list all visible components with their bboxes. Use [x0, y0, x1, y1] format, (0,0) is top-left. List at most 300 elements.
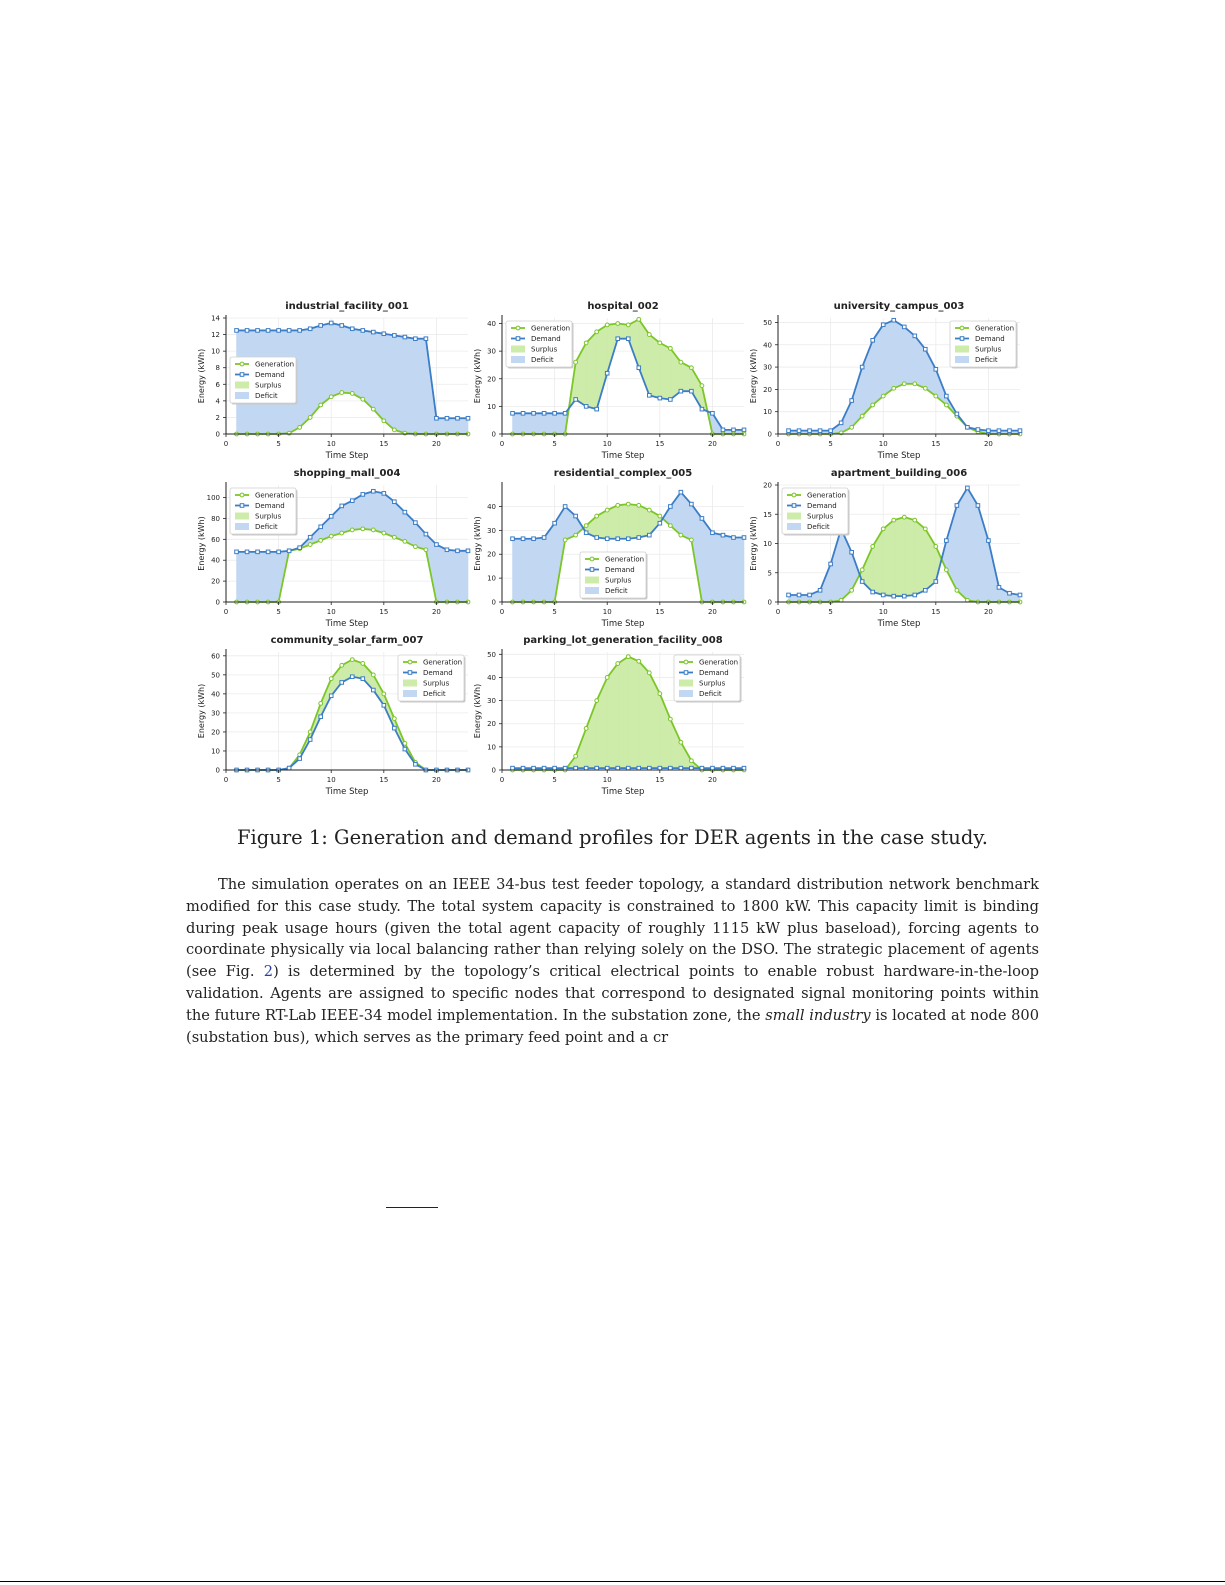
demand-point [435, 543, 439, 547]
demand-point [637, 536, 641, 540]
demand-point [711, 531, 715, 535]
legend [230, 357, 298, 405]
generation-point [361, 662, 365, 666]
generation-point [308, 416, 312, 420]
emphasis-small-industry: small industry [765, 1006, 871, 1024]
generation-point [637, 317, 641, 321]
demand-point [584, 766, 588, 770]
generation-point [923, 386, 927, 390]
deficit-area [544, 413, 555, 434]
y-tick-label: 60 [211, 652, 220, 661]
generation-point [850, 425, 854, 429]
generation-point [382, 531, 386, 535]
demand-point [648, 394, 652, 398]
legend-label-deficit: Deficit [531, 356, 554, 364]
generation-point [892, 386, 896, 390]
deficit-area [237, 552, 248, 602]
generation-point [944, 568, 948, 572]
generation-point [382, 692, 386, 696]
legend-label-demand: Demand [605, 566, 635, 574]
legend-label-generation: Generation [975, 324, 1015, 333]
demand-point [340, 681, 344, 685]
demand-point [277, 329, 281, 333]
generation-point [403, 540, 407, 544]
demand-point [329, 515, 333, 519]
demand-point [340, 324, 344, 328]
legend-demand-marker [516, 337, 520, 341]
y-tick-label: 30 [487, 697, 496, 706]
y-tick-label: 10 [487, 743, 496, 752]
demand-point [605, 537, 609, 541]
chart-title: residential_complex_005 [553, 468, 693, 479]
demand-point [319, 324, 323, 328]
demand-point [808, 429, 812, 433]
generation-point [871, 545, 875, 549]
demand-point [445, 548, 449, 552]
generation-point [860, 414, 864, 418]
generation-point [584, 341, 588, 345]
deficit-area [436, 545, 447, 602]
demand-point [997, 586, 1001, 590]
y-tick-label: 6 [215, 380, 220, 389]
y-tick-label: 40 [487, 673, 496, 682]
y-axis-label: Energy (kWh) [197, 516, 206, 571]
demand-point [277, 550, 281, 554]
x-tick-label: 15 [379, 608, 389, 616]
demand-point [532, 537, 536, 541]
demand-point [808, 593, 812, 597]
x-axis-label: Time Step [877, 619, 921, 629]
demand-point [913, 334, 917, 338]
legend-label-generation: Generation [531, 324, 571, 333]
generation-point [679, 740, 683, 744]
demand-point [308, 327, 312, 331]
generation-point [679, 360, 683, 364]
generation-point [403, 431, 407, 435]
demand-point [966, 486, 970, 490]
demand-point [818, 429, 822, 433]
demand-point [913, 593, 917, 597]
demand-point [976, 428, 980, 432]
x-tick-label: 0 [223, 440, 229, 448]
legend [782, 488, 850, 536]
x-tick-label: 5 [552, 776, 557, 784]
demand-point [521, 411, 525, 415]
deficit-area [394, 335, 405, 433]
legend-label-generation: Generation [255, 491, 295, 500]
chart-title: shopping_mall_004 [293, 468, 401, 479]
demand-point [860, 365, 864, 369]
generation-point [371, 407, 375, 411]
demand-point [732, 536, 736, 540]
x-tick-label: 5 [828, 440, 833, 448]
demand-point [595, 536, 599, 540]
x-tick-label: 20 [707, 440, 717, 448]
y-tick-label: 40 [487, 320, 496, 329]
y-tick-label: 30 [211, 709, 220, 718]
demand-point [266, 329, 270, 333]
generation-point [298, 425, 302, 429]
demand-point [637, 366, 641, 370]
demand-point [329, 321, 333, 325]
x-tick-label: 10 [326, 440, 336, 448]
figure-caption: Figure 1: Generation and demand profiles for DER agents in the case study. [237, 826, 988, 849]
generation-point [860, 568, 864, 572]
demand-point [839, 421, 843, 425]
demand-point [553, 521, 557, 525]
y-tick-label: 50 [487, 650, 496, 659]
demand-point [287, 329, 291, 333]
y-axis-label: Energy (kWh) [473, 516, 482, 571]
demand-point [298, 757, 302, 761]
generation-line [789, 384, 1020, 434]
generation-point [892, 518, 896, 522]
legend-deficit-swatch [955, 356, 969, 363]
legend-demand-marker [408, 671, 412, 675]
chart-panel-6 [749, 468, 1022, 629]
legend-generation-marker [516, 326, 520, 330]
demand-point [287, 766, 291, 770]
x-tick-label: 20 [431, 440, 441, 448]
generation-point [595, 514, 599, 518]
legend-generation-marker [960, 326, 964, 330]
generation-point [605, 508, 609, 512]
demand-point [235, 329, 239, 333]
y-tick-label: 30 [763, 363, 772, 372]
generation-point [637, 503, 641, 507]
generation-point [679, 533, 683, 537]
x-tick-label: 0 [499, 776, 505, 784]
generation-point [584, 524, 588, 528]
x-tick-label: 0 [499, 608, 505, 616]
legend-label-demand: Demand [255, 502, 285, 510]
demand-point [361, 329, 365, 333]
demand-point [860, 580, 864, 584]
demand-point [955, 412, 959, 416]
deficit-area [733, 538, 744, 602]
demand-point [361, 677, 365, 681]
generation-point [700, 384, 704, 388]
generation-point [934, 545, 938, 549]
demand-point [626, 337, 630, 341]
demand-point [584, 405, 588, 409]
demand-point [742, 428, 746, 432]
y-tick-label: 10 [487, 402, 496, 411]
chart-panel-4 [197, 468, 470, 629]
deficit-area [513, 539, 524, 602]
y-tick-label: 40 [487, 502, 496, 511]
demand-point [372, 489, 376, 493]
y-axis-label: Energy (kWh) [473, 348, 482, 404]
generation-point [647, 508, 651, 512]
generation-point [616, 662, 620, 666]
demand-point [574, 766, 578, 770]
paragraph-part-2: ) is determined by the topology’s critical electrical points to enable robust hardware-in-the-loop validation. Agents are assigned to specific nodes that correspond to designated signal monitoring points within the future RT-Lab IEEE-34 model implementation. In the substation zone, the [186, 963, 1039, 1024]
deficit-area [384, 334, 395, 430]
demand-point [892, 318, 896, 322]
demand-point [414, 337, 418, 341]
demand-point [721, 428, 725, 432]
generation-point [329, 534, 333, 538]
demand-point [435, 416, 439, 420]
generation-point [361, 527, 365, 531]
legend-generation-marker [590, 557, 594, 561]
legend-demand-marker [792, 504, 796, 508]
y-tick-label: 0 [767, 598, 772, 607]
surplus-area [660, 343, 671, 400]
y-tick-label: 0 [491, 430, 496, 439]
generation-point [913, 382, 917, 386]
demand-point [945, 394, 949, 398]
chart-title: apartment_building_006 [830, 468, 968, 479]
demand-point [797, 593, 801, 597]
demand-point [669, 505, 673, 509]
legend-label-surplus: Surplus [975, 345, 1002, 354]
demand-point [424, 532, 428, 536]
x-tick-label: 0 [223, 776, 229, 784]
legend-generation-marker [684, 660, 688, 664]
generation-point [382, 419, 386, 423]
surplus-area [618, 504, 629, 539]
x-tick-label: 5 [276, 440, 281, 448]
x-tick-label: 15 [655, 608, 665, 616]
demand-point [532, 411, 536, 415]
deficit-area [457, 551, 468, 602]
x-tick-label: 15 [655, 440, 665, 448]
demand-point [881, 593, 885, 597]
deficit-area [363, 330, 374, 409]
demand-point [700, 766, 704, 770]
legend-surplus-swatch [235, 382, 249, 389]
deficit-area [363, 491, 374, 530]
demand-point [976, 504, 980, 508]
generation-point [902, 382, 906, 386]
paragraph-part-1: The simulation operates on an IEEE 34-bus test feeder topology, a standard distribution network benchmark modified for this case study. The total system capacity is constrained to 1800 kW. This capacity limit is binding during peak usage hours (given the total agent capacity of roughly 1115 kW plus baseload), forcing agents to coordinate physically via local balancing rather than relying solely on the DSO. The strategic placement of agents (see Fig. [186, 876, 1039, 981]
demand-point [266, 550, 270, 554]
figure-2-reference-link[interactable]: 2 [263, 963, 274, 981]
x-tick-label: 15 [655, 776, 665, 784]
demand-point [1008, 429, 1012, 433]
demand-point [382, 703, 386, 707]
x-tick-label: 20 [983, 608, 993, 616]
generation-point [955, 588, 959, 592]
y-tick-label: 50 [763, 318, 772, 327]
generation-point [340, 531, 344, 535]
demand-point [466, 549, 470, 553]
y-tick-label: 100 [206, 494, 220, 503]
y-tick-label: 30 [487, 347, 496, 356]
legend-label-generation: Generation [255, 360, 295, 369]
legend-deficit-swatch [787, 523, 801, 530]
demand-point [1008, 591, 1012, 595]
demand-point [574, 514, 578, 518]
generation-point [595, 330, 599, 334]
demand-point [711, 411, 715, 415]
demand-point [298, 546, 302, 550]
legend-surplus-swatch [955, 346, 969, 353]
generation-point [626, 323, 630, 327]
y-tick-label: 0 [215, 430, 220, 439]
generation-point [944, 403, 948, 407]
x-axis-label: Time Step [325, 619, 369, 629]
demand-point [637, 766, 641, 770]
demand-point [456, 416, 460, 420]
demand-point [924, 347, 928, 351]
generation-point [881, 394, 885, 398]
y-tick-label: 50 [211, 671, 220, 680]
deficit-area [352, 329, 363, 399]
x-tick-label: 20 [431, 608, 441, 616]
x-tick-label: 20 [707, 776, 717, 784]
x-tick-label: 10 [602, 440, 612, 448]
demand-point [445, 416, 449, 420]
chart-title: university_campus_003 [833, 301, 965, 312]
deficit-area [405, 337, 416, 434]
demand-point [456, 549, 460, 553]
x-tick-label: 20 [431, 776, 441, 784]
x-tick-label: 20 [983, 440, 993, 448]
generation-point [319, 701, 323, 705]
legend-generation-marker [408, 660, 412, 664]
generation-point [574, 754, 578, 758]
y-tick-label: 0 [215, 766, 220, 775]
demand-point [563, 766, 567, 770]
surplus-area [649, 673, 660, 768]
demand-point [329, 694, 333, 698]
legend-demand-marker [590, 568, 594, 572]
y-axis-label: Energy (kWh) [749, 516, 758, 571]
demand-point [934, 580, 938, 584]
generation-point [413, 545, 417, 549]
demand-point [742, 536, 746, 540]
generation-point [626, 502, 630, 506]
demand-point [616, 537, 620, 541]
demand-point [424, 337, 428, 341]
demand-point [466, 416, 470, 420]
demand-point [997, 429, 1001, 433]
y-tick-label: 60 [211, 535, 220, 544]
generation-point [392, 535, 396, 539]
demand-point [850, 399, 854, 403]
deficit-area [447, 550, 458, 602]
legend-label-deficit: Deficit [255, 523, 278, 531]
deficit-area [883, 320, 894, 396]
y-tick-label: 12 [211, 331, 220, 340]
demand-point [298, 329, 302, 333]
demand-point [319, 715, 323, 719]
legend-label-deficit: Deficit [807, 523, 830, 531]
deficit-area [331, 323, 342, 397]
deficit-area [523, 413, 534, 434]
deficit-area [555, 413, 566, 434]
paragraph-part-3: is located at node 800 (substation bus), which serves as the primary feed point and a cr [186, 1006, 1040, 1046]
y-tick-label: 40 [211, 556, 220, 565]
deficit-area [534, 538, 545, 602]
demand-point [245, 550, 249, 554]
legend-label-generation: Generation [699, 658, 739, 667]
surplus-area [597, 325, 608, 409]
surplus-area [639, 661, 650, 768]
demand-point [403, 747, 407, 751]
chart-panel-3 [749, 301, 1022, 461]
generation-point [637, 659, 641, 663]
demand-point [308, 738, 312, 742]
generation-point [340, 663, 344, 667]
x-tick-label: 5 [276, 608, 281, 616]
legend-demand-marker [684, 671, 688, 675]
surplus-area [691, 368, 702, 409]
legend-surplus-swatch [679, 680, 693, 687]
demand-point [690, 502, 694, 506]
x-tick-label: 0 [499, 440, 505, 448]
legend [674, 655, 742, 703]
generation-point [424, 548, 428, 552]
demand-point [553, 766, 557, 770]
demand-point [690, 766, 694, 770]
generation-point [563, 538, 567, 542]
body-paragraph [186, 874, 1039, 1048]
generation-point [658, 692, 662, 696]
demand-point [511, 766, 515, 770]
demand-point [563, 411, 567, 415]
demand-point [721, 533, 725, 537]
y-tick-label: 15 [763, 510, 772, 519]
deficit-area [415, 339, 426, 434]
y-tick-label: 40 [763, 341, 772, 350]
demand-point [902, 594, 906, 598]
demand-point [797, 429, 801, 433]
demand-point [902, 325, 906, 329]
demand-point [732, 428, 736, 432]
generation-point [902, 515, 906, 519]
legend [950, 321, 1018, 369]
legend-label-surplus: Surplus [605, 576, 632, 585]
x-tick-label: 0 [223, 608, 229, 616]
demand-point [871, 590, 875, 594]
demand-point [256, 329, 260, 333]
demand-point [532, 766, 536, 770]
y-tick-label: 10 [763, 408, 772, 417]
demand-point [382, 332, 386, 336]
surplus-area [586, 701, 597, 769]
demand-point [372, 330, 376, 334]
legend-label-demand: Demand [699, 669, 729, 677]
demand-point [414, 521, 418, 525]
demand-point [955, 504, 959, 508]
demand-point [829, 429, 833, 433]
demand-point [742, 766, 746, 770]
y-tick-label: 20 [763, 481, 772, 490]
generation-point [350, 658, 354, 662]
legend-label-deficit: Deficit [975, 356, 998, 364]
generation-point [689, 759, 693, 763]
y-tick-label: 40 [211, 690, 220, 699]
demand-point [626, 537, 630, 541]
demand-point [818, 589, 822, 593]
demand-point [563, 505, 567, 509]
surplus-area [904, 517, 915, 596]
y-tick-label: 30 [487, 526, 496, 535]
y-axis-label: Energy (kWh) [473, 683, 482, 739]
demand-point [393, 334, 397, 338]
legend [230, 488, 298, 536]
surplus-area [883, 520, 894, 596]
legend-label-deficit: Deficit [255, 392, 278, 400]
demand-point [245, 329, 249, 333]
generation-point [689, 366, 693, 370]
generation-point [689, 538, 693, 542]
y-tick-label: 4 [215, 397, 220, 406]
